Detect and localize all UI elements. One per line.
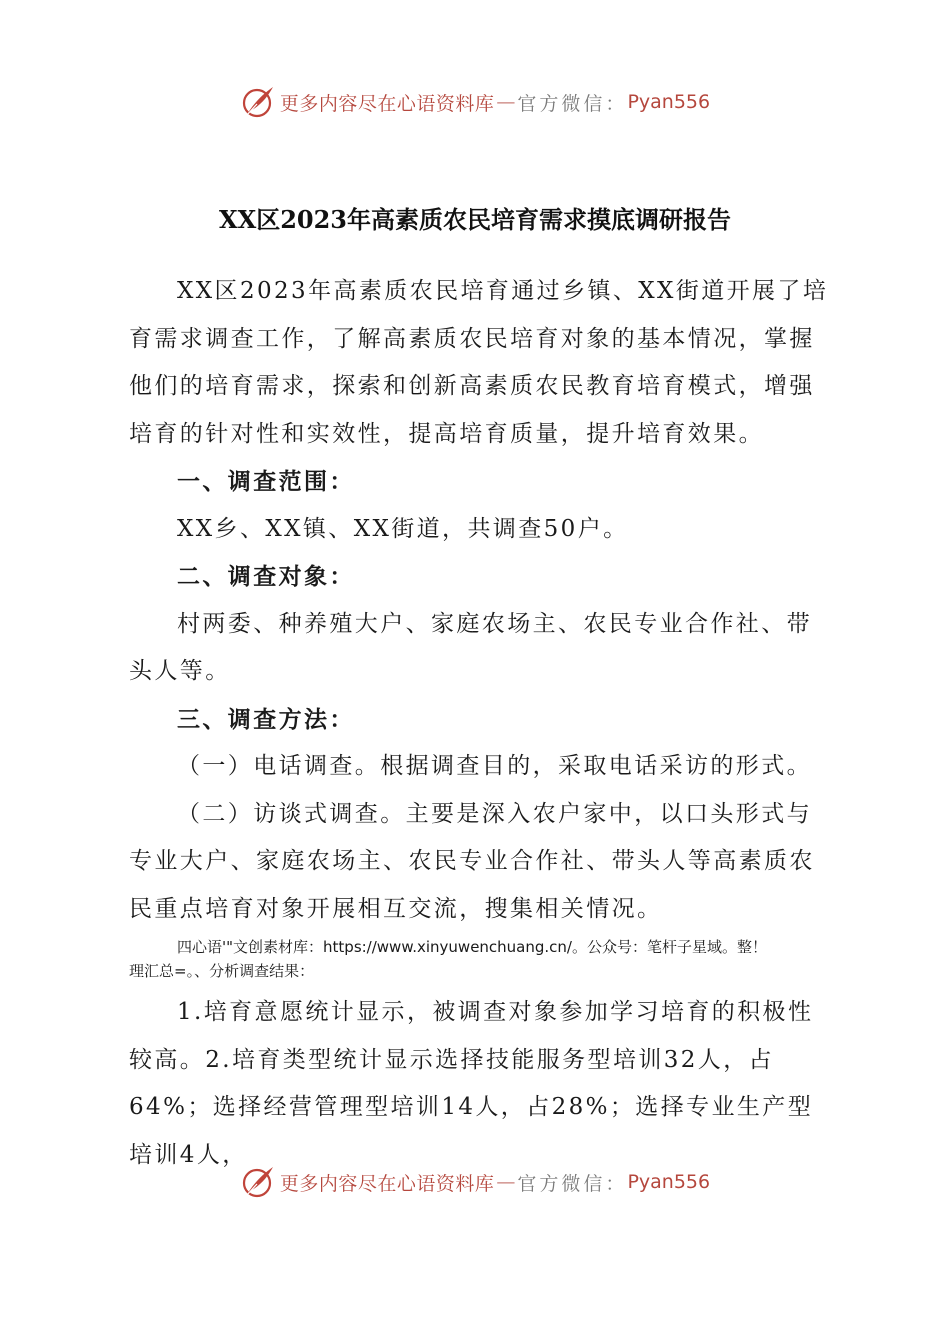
watermark-note-line1: 四心语'"文创素材库：https://www.xinyuwenchuang.cn/。公众号：笔杆子星域。整！ xyxy=(177,938,767,956)
banner-wechat-label: 官方微信： xyxy=(517,1172,628,1195)
section-body-subjects: 村两委、种养殖大户、家庭农场主、农民专业合作社、带头人等。 xyxy=(129,610,812,684)
document-body xyxy=(129,268,831,1179)
results-paragraph: 1.培育意愿统计显示，被调查对象参加学习培育的积极性较高。2.培育类型统计显示选择技能服务型培训32人，占64%；选择经营管理型培训14人，占28%；选择专业生产型培训4人， xyxy=(129,999,814,1168)
watermark-note xyxy=(129,935,831,983)
section-heading-methods: 三、调查方法： xyxy=(177,705,355,733)
section-heading-scope: 一、调查范围： xyxy=(177,468,355,495)
method-phone-survey: （一）电话调查。根据调查目的，采取电话采访的形式。 xyxy=(177,753,812,779)
footer-watermark-banner xyxy=(0,1162,950,1202)
method-interview-survey: （二）访谈式调查。主要是深入农户家中，以口头形式与专业大户、家庭农场主、农民专业合作社、带头人等高素质农民重点培育对象开展相互交流，搜集相关情况。 xyxy=(129,800,815,922)
banner-wechat-id: Pyan556 xyxy=(627,1171,711,1193)
quill-logo-icon xyxy=(240,1164,276,1200)
banner-dash: — xyxy=(496,91,516,113)
banner-wechat-id: Pyan556 xyxy=(627,91,711,113)
section-heading-subjects: 二、调查对象： xyxy=(177,563,355,590)
banner-brand-text: 更多内容尽在心语资料库 xyxy=(279,92,495,115)
section-body-scope: XX乡、XX镇、XX街道，共调查50户。 xyxy=(177,515,629,542)
banner-brand-text: 更多内容尽在心语资料库 xyxy=(279,1172,495,1195)
watermark-note-line2: 理汇总=。、分析调查结果： xyxy=(129,962,315,980)
quill-logo-icon xyxy=(240,84,276,120)
banner-dash: — xyxy=(496,1171,516,1193)
document-title: XX区2023年高素质农民培育需求摸底调研报告 xyxy=(218,205,732,234)
intro-paragraph: XX区2023年高素质农民培育通过乡镇、XX街道开展了培育需求调查工作，了解高素质农民培育对象的基本情况，掌握他们的培育需求，探索和创新高素质农民教育培育模式，增强培育的针对性和实效性，提高培育质量，提升培育效果。 xyxy=(129,278,829,447)
header-watermark-banner xyxy=(0,82,950,122)
banner-wechat-label: 官方微信： xyxy=(517,92,628,115)
